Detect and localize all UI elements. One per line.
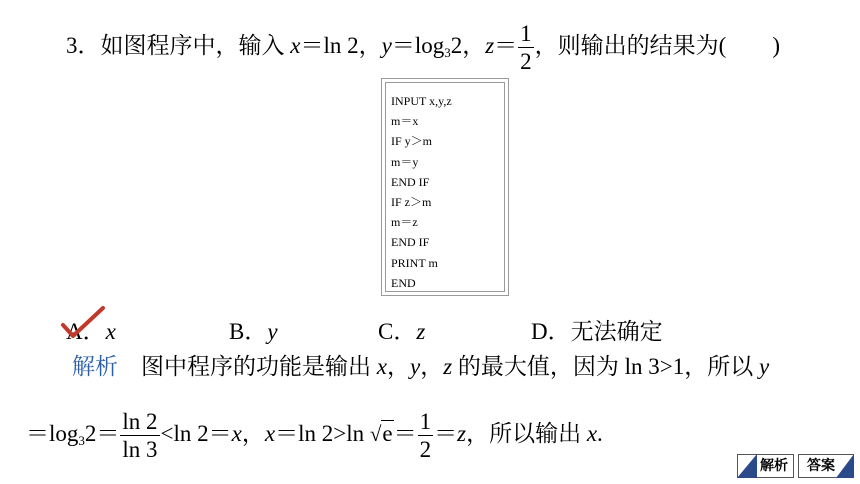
y-value: ＝log [391, 32, 445, 58]
triangle-icon [836, 454, 854, 478]
option-d-label: D． [531, 319, 571, 344]
code-line: IF y＞m [391, 134, 433, 149]
analysis-text: <ln 2＝ [160, 420, 232, 446]
code-line: INPUT x,y,z [391, 94, 452, 108]
code-line: IF z＞m [391, 195, 432, 210]
option-b-value: y [267, 319, 278, 344]
var-z: z [457, 420, 467, 446]
question-stem [66, 22, 780, 73]
separator: ， [420, 354, 444, 379]
fraction-numerator: 1 [419, 409, 432, 434]
analysis-text: ＝ [393, 420, 417, 446]
log-arg: 2， [450, 32, 486, 58]
code-line: m＝z [391, 215, 418, 230]
var-y: y [409, 354, 421, 379]
option-a-label: A． [66, 319, 106, 344]
fraction-denominator: 2 [520, 49, 532, 74]
option-c-label: C． [378, 319, 417, 344]
log-base: 3 [444, 44, 451, 60]
fraction-half [418, 410, 434, 461]
analysis-label: 解析 [72, 354, 118, 379]
var-x: x [231, 420, 242, 446]
var-z: z [443, 354, 453, 379]
code-line: END [391, 275, 416, 290]
fraction-denominator: ln 3 [122, 437, 158, 462]
check-mark-icon [60, 305, 106, 339]
option-d-value: 无法确定 [570, 319, 663, 344]
analysis-text: 2＝ [84, 420, 120, 446]
code-line: PRINT m [391, 255, 438, 270]
z-equals: ＝ [494, 32, 518, 58]
analysis-button-label: 解析 [760, 458, 788, 474]
analysis-text: 的最大值，因为 ln 3>1，所以 [452, 354, 760, 379]
analysis-text: ＝log [26, 420, 79, 446]
var-y: y [381, 32, 392, 58]
question-text: 如图程序中，输入 [100, 32, 291, 58]
fraction-numerator: 1 [520, 21, 532, 46]
analysis-text: ， [241, 420, 265, 446]
analysis-button[interactable] [737, 454, 794, 478]
x-value: ＝ln 2， [300, 32, 382, 58]
analysis-text: ＝ln 2>ln [275, 420, 370, 446]
answer-button-label: 答案 [807, 458, 835, 474]
fraction-numerator: ln 2 [122, 409, 158, 434]
var-z: z [485, 32, 495, 58]
fraction-ln2-ln3 [120, 410, 159, 461]
code-line: END IF [391, 235, 430, 250]
var-x: x [376, 354, 387, 379]
analysis-line-1 [72, 355, 769, 378]
var-x: x [290, 32, 301, 58]
option-b-label: B． [229, 319, 268, 344]
analysis-text: . [597, 420, 603, 446]
option-c[interactable] [378, 313, 425, 346]
option-a-value: x [105, 319, 116, 344]
triangle-icon [737, 454, 757, 478]
code-line: m＝y [391, 154, 419, 169]
option-d[interactable] [531, 313, 663, 346]
var-x: x [586, 420, 598, 446]
analysis-text: 图中程序的功能是输出 [141, 354, 377, 379]
analysis-text: ＝ [434, 420, 458, 446]
fraction-denominator: 2 [419, 437, 432, 462]
question-number: 3． [66, 32, 101, 58]
var-x: x [264, 420, 276, 446]
analysis-text: ，所以输出 [466, 420, 587, 446]
log-base: 3 [78, 432, 85, 448]
sqrt-sign-icon: √ [369, 421, 382, 446]
code-line: END IF [391, 174, 430, 189]
analysis-line-2 [26, 410, 603, 461]
separator: ， [386, 354, 410, 379]
sqrt-argument: e [382, 420, 393, 446]
option-b[interactable] [229, 313, 278, 346]
option-c-value: z [416, 319, 426, 344]
fraction-half [518, 22, 534, 73]
program-box [381, 78, 509, 296]
code-line: m＝x [391, 114, 419, 129]
question-tail: ，则输出的结果为( ) [534, 32, 780, 58]
var-y: y [759, 354, 770, 379]
answer-button[interactable] [798, 454, 854, 478]
program-code [385, 82, 505, 292]
